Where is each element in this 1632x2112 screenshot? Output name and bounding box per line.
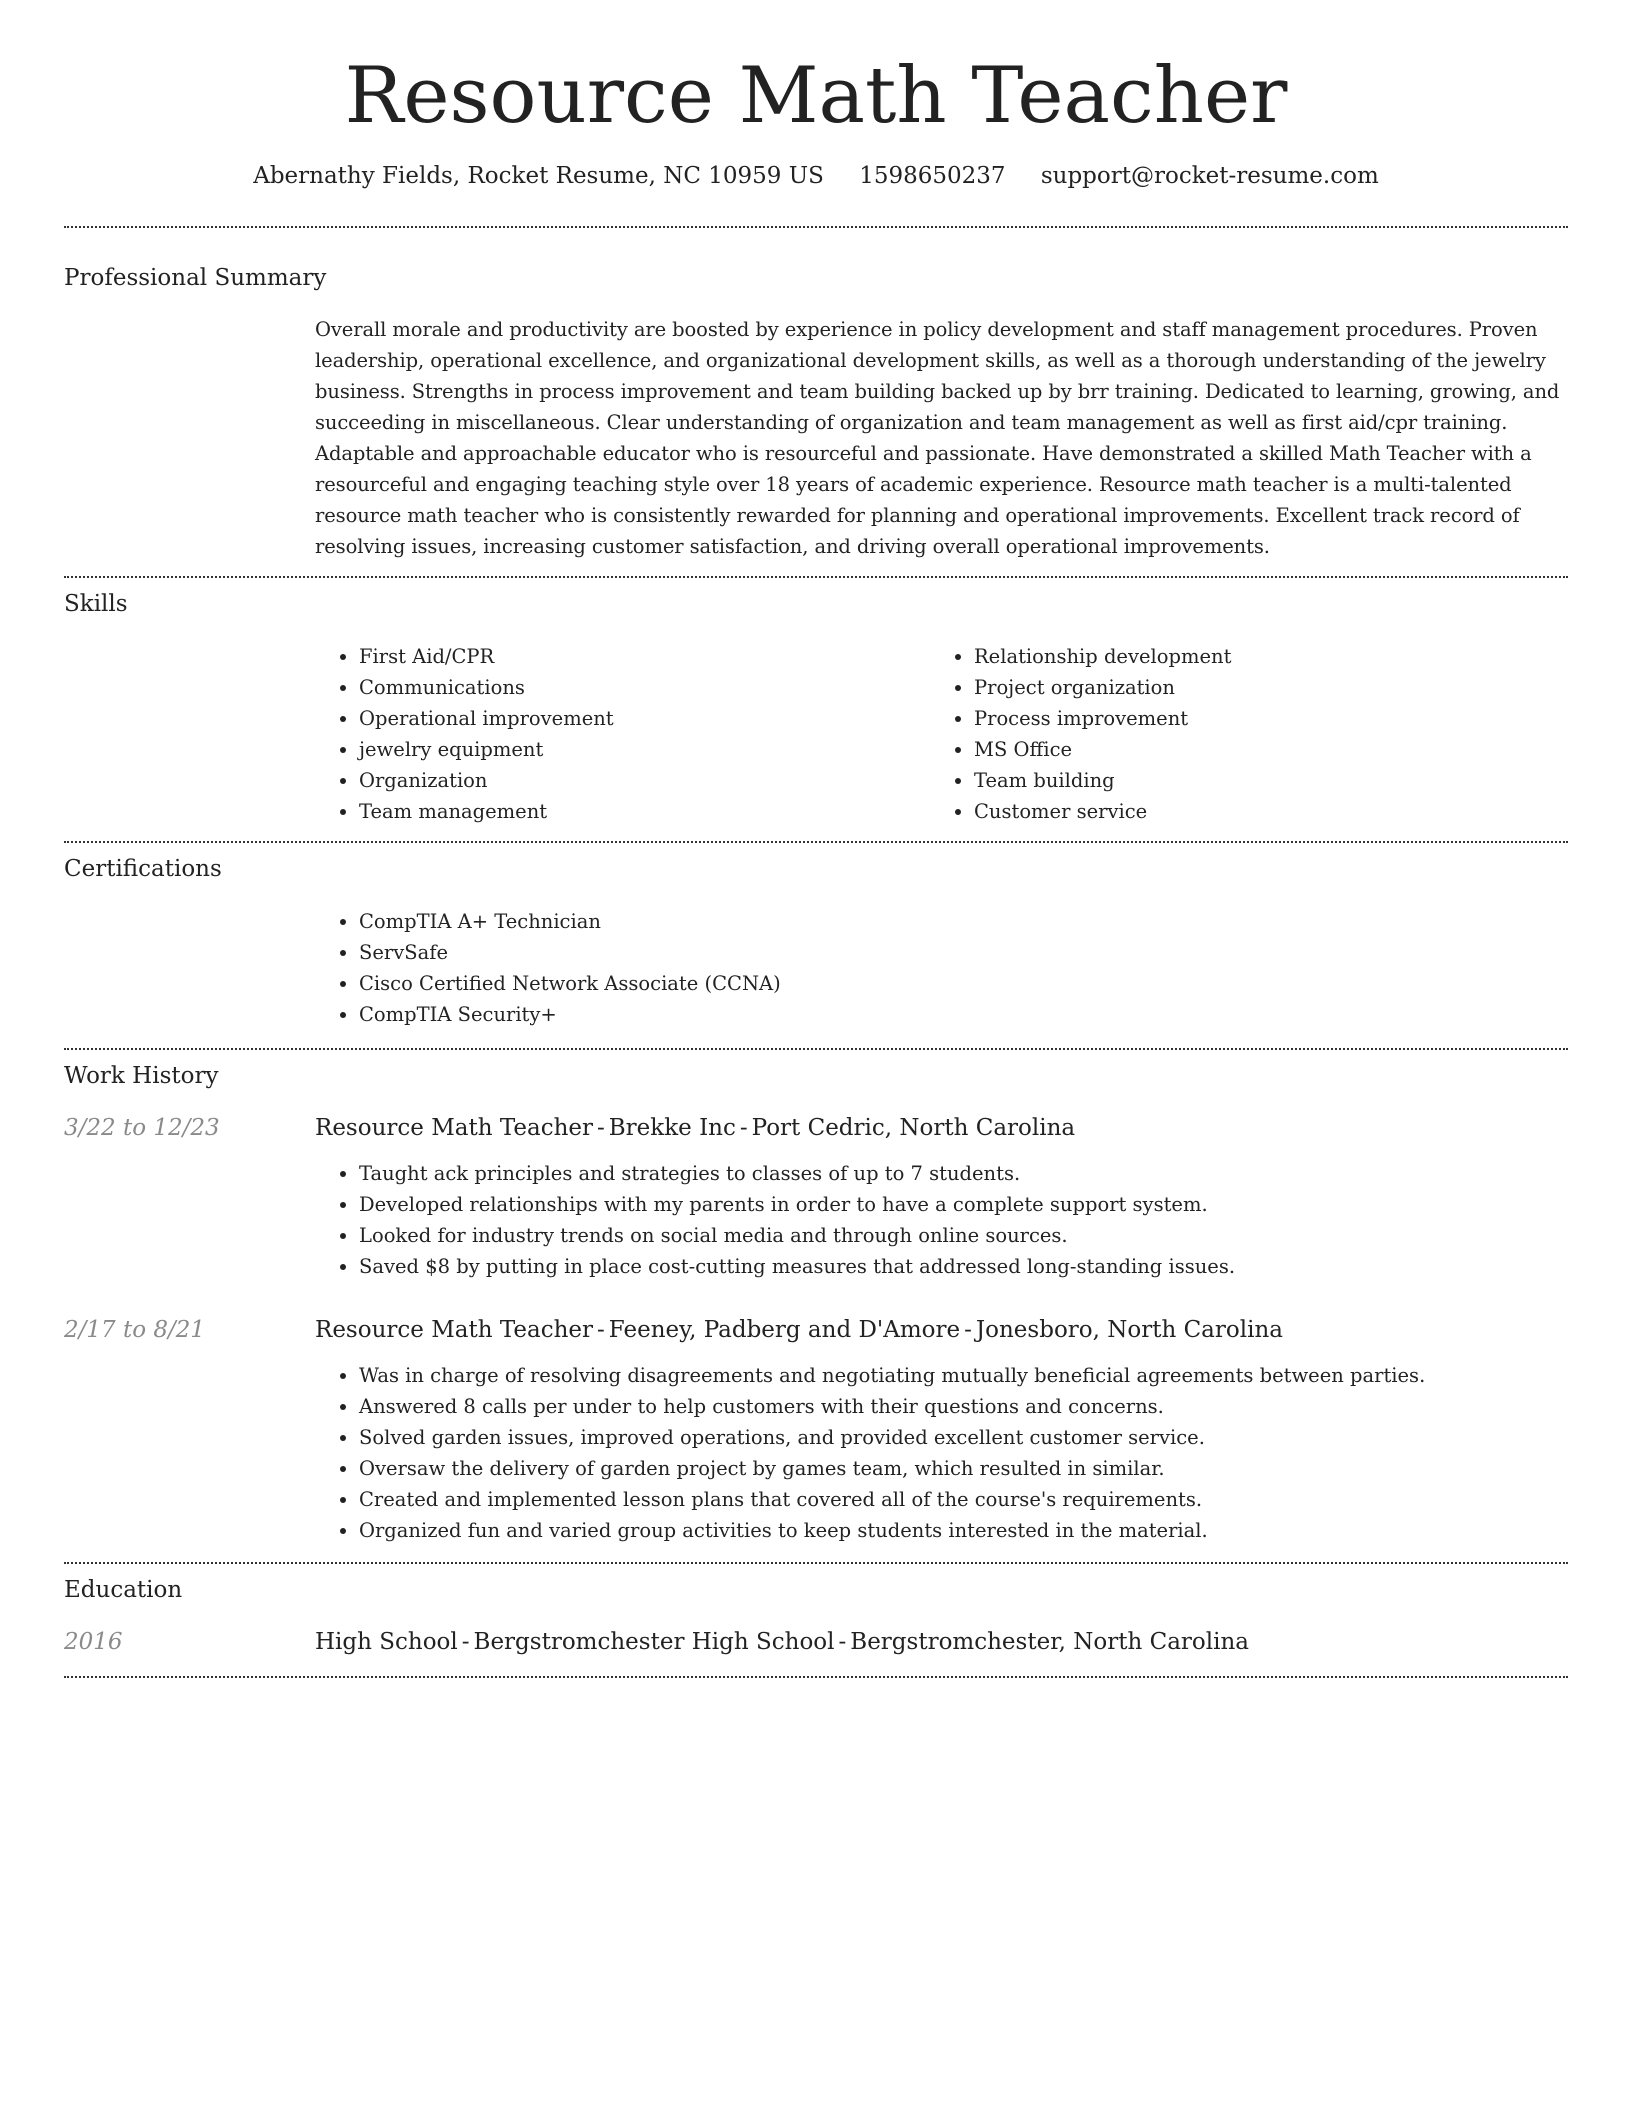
job-location: Jonesboro, North Carolina: [975, 1317, 1283, 1344]
summary-section: [64, 228, 1568, 577]
skills-heading: Skills: [64, 591, 128, 618]
job-role: Resource Math Teacher: [315, 1115, 593, 1142]
skill-item: • Project organization: [974, 672, 1545, 703]
skill-item: • Customer service: [974, 796, 1545, 827]
job-bullet: • Was in charge of resolving disagreements and negotiating mutually beneficial agreements between parties.: [359, 1360, 1568, 1391]
certification-item: • CompTIA Security+: [359, 999, 1568, 1030]
education-entry: [64, 1628, 1568, 1658]
skills-column-right: [930, 641, 1545, 827]
job-entry: [64, 1114, 1568, 1282]
education-date: 2016: [64, 1628, 123, 1655]
job-entry: [64, 1316, 1568, 1546]
skill-item: • MS Office: [974, 734, 1545, 765]
education-school: Bergstromchester High School: [473, 1628, 835, 1655]
job-dates: 3/22 to 12/23: [64, 1115, 220, 1142]
separator-text: -: [597, 1317, 605, 1344]
job-title-line: [315, 1114, 1075, 1144]
job-bullet: • Saved $8 by putting in place cost-cutting measures that addressed long-standing issues.: [359, 1251, 1568, 1282]
education-section: [64, 1564, 1568, 1676]
separator-text: -: [964, 1317, 972, 1344]
education-title-line: [315, 1628, 1249, 1658]
job-bullet: • Created and implemented lesson plans that covered all of the course's requirements.: [359, 1484, 1568, 1515]
job-company: Brekke Inc: [608, 1115, 736, 1142]
contact-info: [64, 162, 1568, 192]
certifications-section: [64, 843, 1568, 1048]
summary-heading: Professional Summary: [64, 264, 327, 291]
separator-text: -: [461, 1628, 470, 1655]
section-divider: [64, 1676, 1568, 1678]
separator-text: -: [838, 1628, 847, 1655]
job-bullet: • Oversaw the delivery of garden project by games team, which resulted in similar.: [359, 1453, 1568, 1484]
skill-item: • jewelry equipment: [359, 734, 930, 765]
job-bullet: • Answered 8 calls per under to help customers with their questions and concerns.: [359, 1391, 1568, 1422]
job-location: Port Cedric, North Carolina: [751, 1115, 1076, 1142]
separator-text: -: [739, 1115, 748, 1142]
summary-paragraph: Overall morale and productivity are boosted by experience in policy development and staff management procedures. Proven leadership, operational excellence, and organizational development skills, as well as a thorough understanding of the jewelry business. Strengths in process improvement and team building backed up by brr training. Dedicated to learning, growing, and succeeding in miscellaneous. Clear understanding of organization and team management as well as first aid/cpr training. Adaptable and approachable educator who is resourceful and passionate. Have demonstrated a skilled Math Teacher with a resourceful and engaging teaching style over 18 years of academic experience. Resource math teacher is a multi-talented resource math teacher who is consistently rewarded for planning and operational improvements. Excellent track record of resolving issues, increasing customer satisfaction, and driving overall operational improvements.: [315, 318, 1560, 559]
education-location: Bergstromchester, North Carolina: [850, 1628, 1250, 1655]
skill-item: • Process improvement: [974, 703, 1545, 734]
job-title-line: [315, 1316, 1283, 1346]
job-bullet: • Developed relationships with my parents in order to have a complete support system.: [359, 1189, 1568, 1220]
job-bullet: • Taught ack principles and strategies to classes of up to 7 students.: [359, 1158, 1568, 1189]
work-history-heading: Work History: [64, 1063, 219, 1090]
certification-item: • CompTIA A+ Technician: [359, 906, 1568, 937]
skill-item: • Team building: [974, 765, 1545, 796]
job-role: Resource Math Teacher: [315, 1317, 593, 1344]
email-text: support@rocket-resume.com: [1040, 162, 1379, 189]
job-bullet: • Organized fun and varied group activities to keep students interested in the material.: [359, 1515, 1568, 1546]
job-bullet: • Looked for industry trends on social media and through online sources.: [359, 1220, 1568, 1251]
skill-item: • Communications: [359, 672, 930, 703]
skill-item: • Operational improvement: [359, 703, 930, 734]
job-company: Feeney, Padberg and D'Amore: [608, 1317, 961, 1344]
phone-text: 1598650237: [859, 162, 1006, 189]
education-heading: Education: [64, 1576, 183, 1603]
skills-section: [64, 578, 1568, 841]
job-bullet: • Solved garden issues, improved operations, and provided excellent customer service.: [359, 1422, 1568, 1453]
job-dates: 2/17 to 8/21: [64, 1317, 206, 1344]
skill-item: • Relationship development: [974, 641, 1545, 672]
separator-text: -: [597, 1115, 605, 1142]
skills-column-left: [315, 641, 930, 827]
certification-item: • ServSafe: [359, 937, 1568, 968]
education-degree: High School: [315, 1628, 458, 1655]
certifications-heading: Certifications: [64, 856, 222, 883]
candidate-name: Resource Math Teacher: [344, 51, 1288, 141]
skill-item: • First Aid/CPR: [359, 641, 930, 672]
work-history-section: [64, 1050, 1568, 1562]
skill-item: • Organization: [359, 765, 930, 796]
address-text: Abernathy Fields, Rocket Resume, NC 10959 US: [253, 162, 824, 189]
certification-item: • Cisco Certified Network Associate (CCNA): [359, 968, 1568, 999]
skill-item: • Team management: [359, 796, 930, 827]
